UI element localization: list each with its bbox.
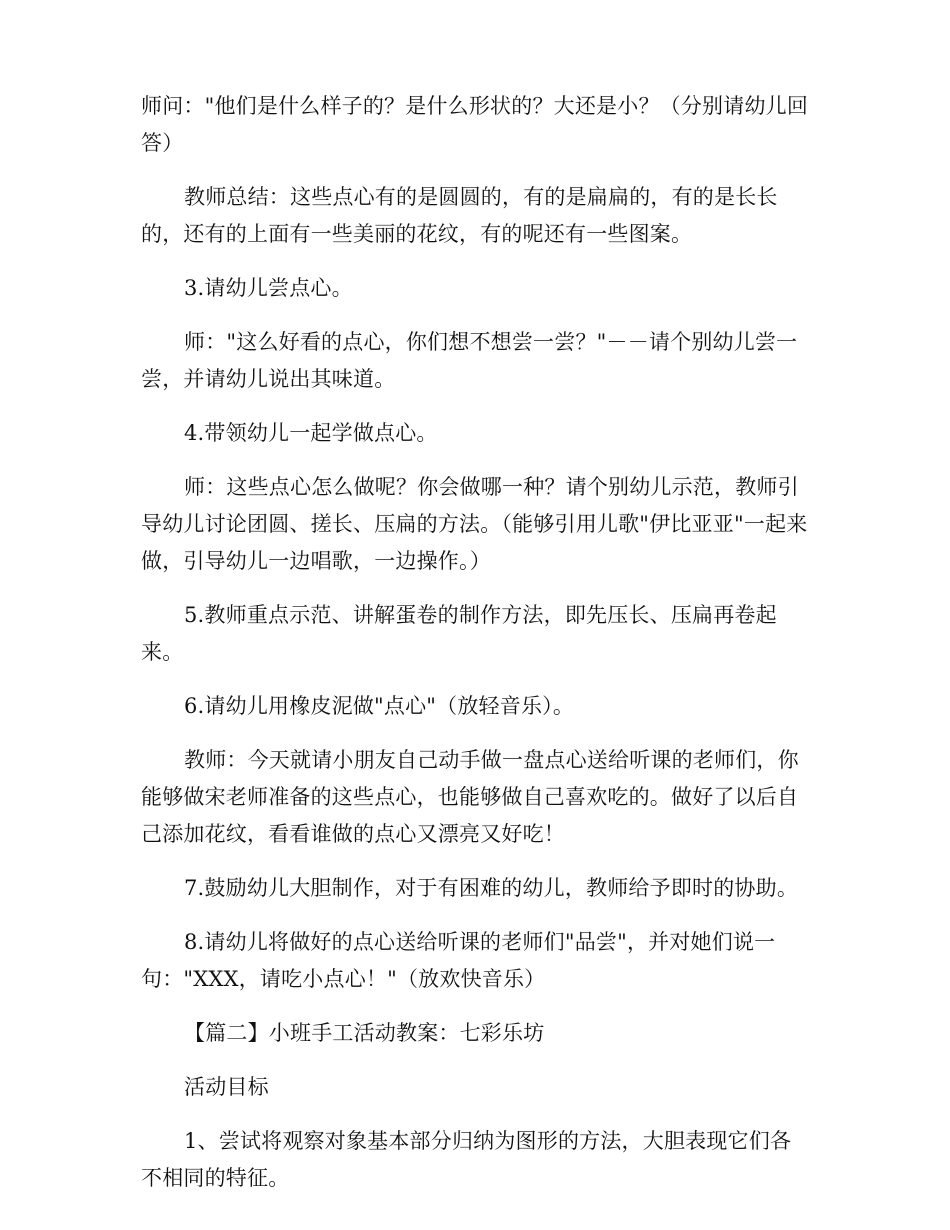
document-body bbox=[141, 88, 811, 1214]
paragraph-4: 师："这么好看的点心，你们想不想尝一尝？"－－请个别幼儿尝一尝，并请幼儿说出其味道。 bbox=[141, 330, 798, 391]
paragraph-goal-1: 1、尝试将观察对象基本部分归纳为图形的方法，大胆表现它们各不相同的特征。 bbox=[141, 1129, 792, 1190]
paragraph-6: 师：这些点心怎么做呢？你会做哪一种？请个别幼儿示范，教师引导幼儿讨论团圆、搓长、压扁的方法。（能够引用儿歌"伊比亚亚"一起来做，引导幼儿一边唱歌，一边操作。） bbox=[141, 475, 808, 573]
paragraph-2: 教师总结：这些点心有的是圆圆的，有的是扁扁的，有的是长长的，还有的上面有一些美丽的花纹，有的呢还有一些图案。 bbox=[141, 185, 778, 246]
paragraph-5: 4.带领幼儿一起学做点心。 bbox=[184, 421, 438, 445]
paragraph-8: 6.请幼儿用橡皮泥做"点心"（放轻音乐）。 bbox=[184, 694, 575, 718]
paragraph-9: 教师：今天就请小朋友自己动手做一盘点心送给听课的老师们，你能够做宋老师准备的这些点心，也能够做自己喜欢吃的。做好了以后自己添加花纹，看看谁做的点心又漂亮又好吃！ bbox=[141, 748, 799, 846]
paragraph-1: 师问："他们是什么样子的？是什么形状的？大还是小？（分别请幼儿回答） bbox=[141, 94, 809, 155]
paragraph-7: 5.教师重点示范、讲解蛋卷的制作方法，即先压长、压扁再卷起来。 bbox=[141, 603, 777, 664]
section-heading: 【篇二】小班手工活动教案：七彩乐坊 bbox=[184, 1021, 545, 1045]
paragraph-3: 3.请幼儿尝点心。 bbox=[184, 276, 353, 300]
subheading-activity-goals: 活动目标 bbox=[184, 1075, 269, 1099]
paragraph-10: 7.鼓励幼儿大胆制作，对于有困难的幼儿，教师给予即时的协助。 bbox=[184, 876, 799, 900]
paragraph-11: 8.请幼儿将做好的点心送给听课的老师们"品尝"，并对她们说一句："XXX，请吃小点心！"（放欢快音乐） bbox=[141, 930, 776, 991]
